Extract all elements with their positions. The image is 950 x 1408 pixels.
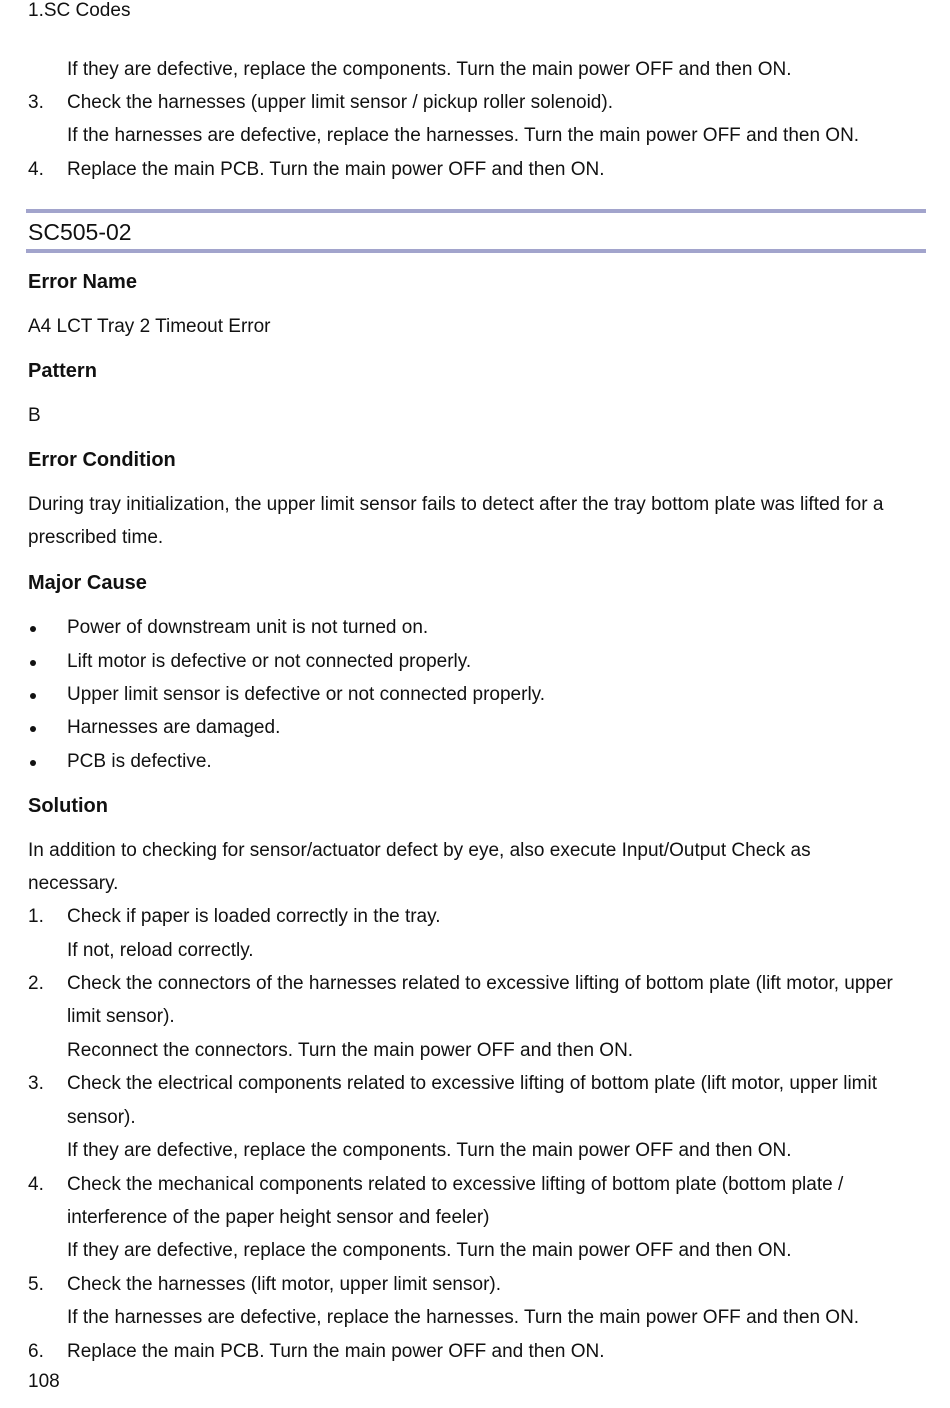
step-4-detail: If they are defective, replace the components. Turn the main power OFF and then ON. — [67, 1240, 792, 1261]
step-number-1: 1. — [28, 906, 44, 927]
step-1-detail: If not, reload correctly. — [67, 940, 254, 961]
bullet-icon — [30, 726, 36, 732]
prev-step-4: Replace the main PCB. Turn the main power OFF and then ON. — [67, 159, 605, 180]
prev-step-3: Check the harnesses (upper limit sensor / pickup roller solenoid). — [67, 92, 613, 113]
error-condition-heading: Error Condition — [28, 449, 176, 471]
step-5-detail: If the harnesses are defective, replace the harnesses. Turn the main power OFF and then ON. — [67, 1307, 860, 1328]
bullet-icon — [30, 760, 36, 766]
step-5-text: Check the harnesses (lift motor, upper limit sensor). — [67, 1274, 502, 1295]
title-rule-bottom — [26, 249, 926, 253]
major-cause-heading: Major Cause — [28, 572, 147, 594]
step-3-text-cont: sensor). — [67, 1107, 136, 1128]
step-number-6: 6. — [28, 1341, 44, 1362]
page-number: 108 — [28, 1371, 60, 1392]
error-condition-line-1: During tray initialization, the upper limit sensor fails to detect after the tray bottom plate was lifted for a — [28, 494, 884, 515]
step-4-text-cont: interference of the paper height sensor and feeler) — [67, 1207, 490, 1228]
section-header: 1.SC Codes — [28, 0, 131, 21]
step-4-text: Check the mechanical components related to excessive lifting of bottom plate (bottom plate / — [67, 1174, 844, 1195]
step-2-text-cont: limit sensor). — [67, 1006, 175, 1027]
step-6-text: Replace the main PCB. Turn the main power OFF and then ON. — [67, 1341, 605, 1362]
solution-heading: Solution — [28, 795, 108, 817]
cause-item: Power of downstream unit is not turned on. — [67, 617, 429, 638]
prev-step-2-detail: If they are defective, replace the components. Turn the main power OFF and then ON. — [67, 59, 792, 80]
cause-item: Lift motor is defective or not connected properly. — [67, 651, 472, 672]
error-name-heading: Error Name — [28, 271, 137, 293]
cause-item: Upper limit sensor is defective or not connected properly. — [67, 684, 546, 705]
prev-step-number-4: 4. — [28, 159, 44, 180]
title-rule-top — [26, 209, 926, 213]
pattern-heading: Pattern — [28, 360, 97, 382]
cause-item: PCB is defective. — [67, 751, 212, 772]
cause-item: Harnesses are damaged. — [67, 717, 281, 738]
sc-code-title: SC505-02 — [28, 219, 132, 245]
solution-intro-line-2: necessary. — [28, 873, 119, 894]
step-2-detail: Reconnect the connectors. Turn the main power OFF and then ON. — [67, 1040, 634, 1061]
prev-step-number-3: 3. — [28, 92, 44, 113]
step-1-text: Check if paper is loaded correctly in the tray. — [67, 906, 441, 927]
pattern-text: B — [28, 405, 41, 426]
error-condition-line-2: prescribed time. — [28, 527, 164, 548]
prev-step-3-detail: If the harnesses are defective, replace the harnesses. Turn the main power OFF and then ON. — [67, 125, 860, 146]
bullet-icon — [30, 660, 36, 666]
step-number-5: 5. — [28, 1274, 44, 1295]
step-number-2: 2. — [28, 973, 44, 994]
step-2-text: Check the connectors of the harnesses related to excessive lifting of bottom plate (lift motor, upper — [67, 973, 893, 994]
bullet-icon — [30, 626, 36, 632]
error-name-text: A4 LCT Tray 2 Timeout Error — [28, 316, 271, 337]
step-3-text: Check the electrical components related to excessive lifting of bottom plate (lift motor, upper limit — [67, 1073, 877, 1094]
bullet-icon — [30, 693, 36, 699]
step-number-4: 4. — [28, 1174, 44, 1195]
solution-intro-line-1: In addition to checking for sensor/actuator defect by eye, also execute Input/Output Check as — [28, 840, 811, 861]
step-number-3: 3. — [28, 1073, 44, 1094]
step-3-detail: If they are defective, replace the components. Turn the main power OFF and then ON. — [67, 1140, 792, 1161]
